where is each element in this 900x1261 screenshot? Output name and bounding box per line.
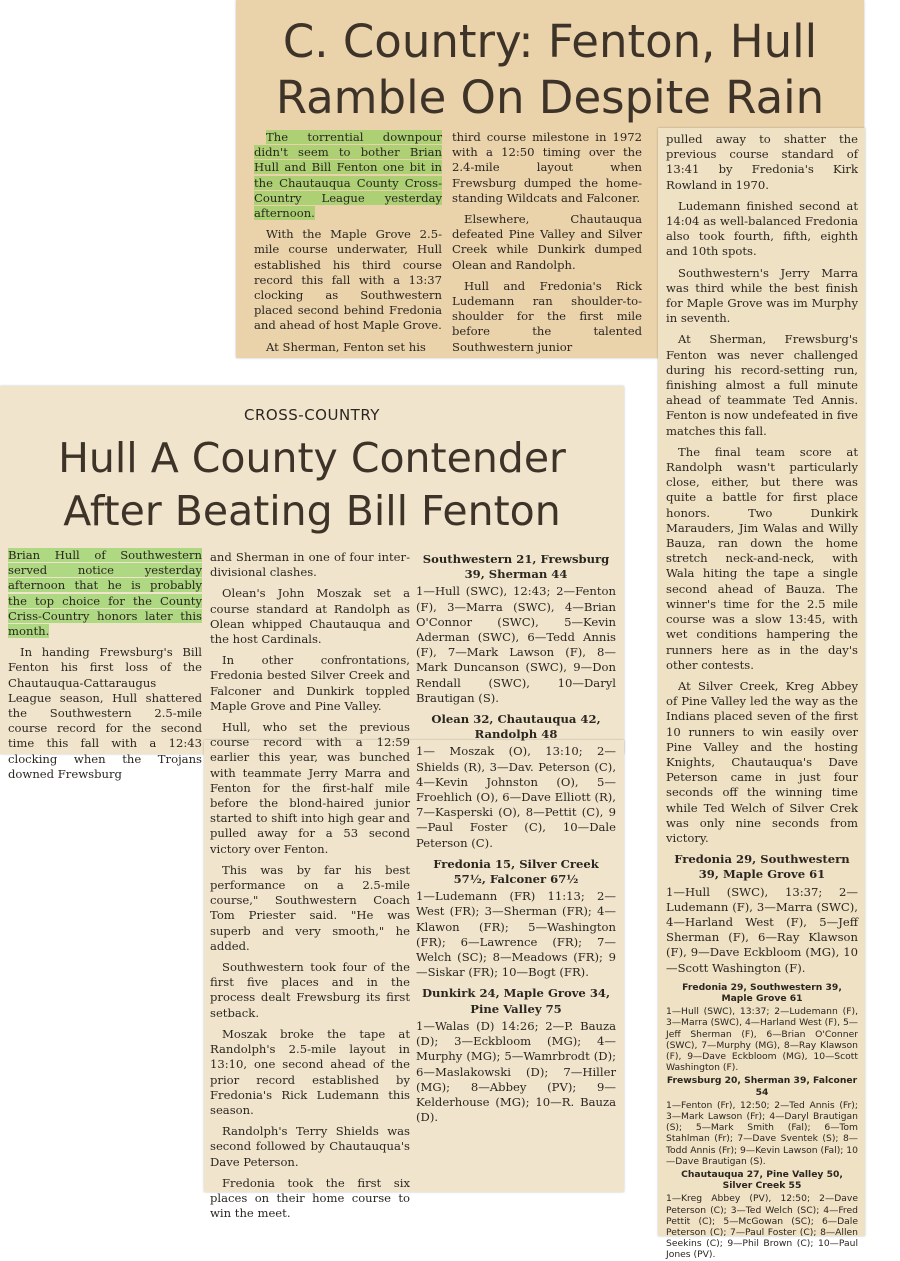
top-column-3: [666, 132, 858, 1261]
bottom-column-3: [416, 550, 616, 1131]
paragraph: and Sherman in one of four inter-divisional clashes.: [210, 550, 410, 580]
results-body: 1—Hull (SWC), 12:43; 2—Fenton (F), 3—Marra (SWC), 4—Brian O'Connor (SWC), 5—Kevin Aderman (SWC), 6—Tedd Annis (F), 7—Mark Lawson (F), 8—Mark Duncanson (SWC), 9—Don Rendall (SWC), 10—Daryl Brautigan (S).: [416, 584, 616, 705]
results-heading: Chautauqua 27, Pine Valley 50, Silver Creek 55: [681, 1169, 843, 1192]
results-body: 1— Moszak (O), 13:10; 2—Shields (R), 3—Dav. Peterson (C), 4—Kevin Johnston (O), 5—Froehlich (O), 6—Dave Elliott (R), 7—Kasperski (O), 8—Pettit (C), 9—Paul Foster (C), 10—Dale Peterson (C).: [416, 744, 616, 850]
paragraph: Randolph's Terry Shields was second followed by Chautauqua's Dave Peterson.: [210, 1124, 410, 1169]
top-headline-line2: Ramble On Despite Rain: [275, 71, 825, 124]
paragraph: With the Maple Grove 2.5-mile course underwater, Hull established his third course record this fall with a 13:37 clocking as Southwestern placed second behind Fredonia and ahead of host Maple Grove.: [254, 227, 442, 333]
paragraph: Brian Hull of Southwestern served notice yesterday afternoon that he is probably the top choice for the County Criss-Country honors later this month.: [8, 548, 202, 639]
results-body: 1—Hull (SWC), 13:37; 2—Ludemann (F), 3—Marra (SWC), 4—Harland West (F), 5—Jeff Sherman (F), 6—Ray Klawson (F), 9—Dave Eckbloom (MG), 10—Scott Washington (F).: [666, 884, 858, 975]
paragraph: At Sherman, Frewsburg's Fenton was never challenged during his record-setting run, finishing almost a full minute ahead of teammate Ted Annis. Fenton is now undefeated in five matches this fall.: [666, 332, 858, 438]
results-body: 1—Kreg Abbey (PV), 12:50; 2—Dave Peterson (C); 3—Ted Welch (SC); 4—Fred Pettit (C); 5—McGowan (SC); 6—Dale Peterson (C); 7—Paul Foster (C); 8—Allen Seekins (C); 9—Phil Brown (C); 10—Paul Jones (PV).: [666, 1193, 858, 1261]
results-heading: Dunkirk 24, Maple Grove 34, Pine Valley 75: [421, 986, 611, 1016]
paragraph: third course milestone in 1972 with a 12:50 timing over the 2.4-mile layout when Frewsburg dumped the home-standing Wildcats and Falconer.: [452, 130, 642, 205]
top-column-2: [452, 130, 642, 361]
paragraph: This was by far his best performance on a 2.5-mile course," Southwestern Coach Tom Priester said. "He was superb and very smooth," he added.: [210, 862, 410, 953]
results-body: 1—Walas (D) 14:26; 2—P. Bauza (D); 3—Eckbloom (MG); 4—Murphy (MG); 5—Wamrbrodt (D); 6—Maslakowski (D); 7—Hiller (MG); 8—Abbey (PV); 9—Kelderhouse (MG); 10—R. Bauza (D).: [416, 1018, 616, 1125]
paragraph: In other confrontations, Fredonia bested Silver Creek and Falconer and Dunkirk toppled Maple Grove and Pine Valley.: [210, 653, 410, 713]
paragraph: Hull, who set the previous course record with a 12:59 earlier this year, was bunched with teammate Jerry Marra and Fenton for the first-half mile before the blond-haired junior started to shift into high gear and pulled away for a 53 second victory over Fenton.: [210, 720, 410, 856]
results-heading: Fredonia 15, Silver Creek 57½, Falconer 67½: [433, 856, 599, 887]
results-body: 1—Fenton (Fr), 12:50; 2—Ted Annis (Fr); 3—Mark Lawson (Fr); 4—Daryl Brautigan (S); 5—Mark Smith (Fal); 6—Tom Stahlman (Fr); 7—Dave Sventek (S); 8—Todd Annis (Fr); 9—Kevin Lawson (Fal); 10—Dave Brautigan (S).: [666, 1099, 858, 1167]
small-results: [666, 982, 858, 1261]
results-heading: Southwestern 21, Frewsburg 39, Sherman 44: [422, 552, 610, 582]
results-heading: Fredonia 29, Southwestern 39, Maple Grove 61: [682, 981, 842, 1004]
top-headline-line1: C. Country: Fenton, Hull: [282, 15, 818, 68]
paragraph: The final team score at Randolph wasn't particularly close, either, but there was quite a battle for first place honors. Two Dunkirk Marauders, Jim Walas and Willy Bauza, ran down the home stretch neck-and-neck, with Wala hiting the tape a single second ahead of Bauza. The winner's time for the 2.5 mile course was a slow 13:45, with wet conditions hampering the runners here as in the day's other contests.: [666, 444, 858, 672]
results-heading: Olean 32, Chautauqua 42, Randolph 48: [431, 712, 601, 742]
top-article-continuation: [658, 128, 865, 1261]
paragraph: Fredonia took the first six places on their home course to win the meet.: [210, 1175, 410, 1221]
paragraph: Elsewhere, Chautauqua defeated Pine Valley and Silver Creek while Dunkirk dumped Olean and Randolph.: [452, 212, 642, 272]
bottom-column-1: [8, 548, 202, 788]
results-body: 1—Ludemann (FR) 11:13; 2—West (FR); 3—Sherman (FR); 4—Klawon (FR); 5—Washington (FR); 6—Lawrence (FR); 7—Welch (SC); 8—Meadows (FR); 9—Siskar (FR); 10—Bogt (FR).: [416, 889, 616, 980]
paragraph: Olean's John Moszak set a course standard at Randolph as Olean whipped Chautauqua and the host Cardinals.: [210, 586, 410, 647]
top-column-1: [254, 130, 442, 361]
paragraph: At Silver Creek, Kreg Abbey of Pine Valley led the way as the Indians placed seven of the first 10 runners to win easily over Pine Valley and the hosting Knights, Chautauqua's Dave Peterson came in just four seconds off the winning time while Ted Welch of Silver Crek was only nine seconds from victory.: [666, 678, 858, 845]
paragraph: In handing Frewsburg's Bill Fenton his first loss of the Chautauqua-Cattaraugus League season, Hull shattered the Southwestern 2.5-mile course record for the second time this fall with a 12:43 clocking when the Trojans downed Frewsburg: [8, 645, 202, 781]
results-heading: Fredonia 29, Southwestern 39, Maple Grove 61: [674, 852, 850, 882]
bottom-headline-line2: After Beating Bill Fenton: [63, 487, 561, 535]
results-body: 1—Hull (SWC), 13:37; 2—Ludemann (F), 3—Marra (SWC), 4—Harland West (F), 5—Jeff Sherman (F), 6—Brian O'Conner (SWC), 7—Murphy (MG), 8—Ray Klawson (F), 9—Dave Eckbloom (MG), 10—Scott Washington (F).: [666, 1006, 858, 1074]
bottom-column-2: [210, 550, 410, 1227]
paragraph: pulled away to shatter the previous course standard of 13:41 by Fredonia's Kirk Rowland in 1970.: [666, 132, 858, 192]
paragraph: Southwestern's Jerry Marra was third while the best finish for Maple Grove was im Murphy in seventh.: [666, 265, 858, 326]
section-kicker: CROSS-COUNTRY: [244, 406, 380, 424]
paragraph: Hull and Fredonia's Rick Ludemann ran shoulder-to-shoulder for the first mile before the talented Southwestern junior: [452, 278, 642, 354]
paragraph: At Sherman, Fenton set his: [266, 339, 426, 354]
paragraph: Moszak broke the tape at Randolph's 2.5-mile layout in 13:10, one second ahead of the prior record established by Fredonia's Rick Ludemann this season.: [210, 1026, 410, 1117]
paragraph: The torrential downpour didn't seem to bother Brian Hull and Bill Fenton one bit in the Chautauqua County Cross-Country League yesterday afternoon.: [254, 130, 442, 221]
results-heading: Frewsburg 20, Sherman 39, Falconer 54: [666, 1075, 858, 1098]
paragraph: Ludemann finished second at 14:04 as well-balanced Fredonia also took fourth, fifth, eighth and 10th spots.: [666, 198, 858, 259]
paragraph: Southwestern took four of the first five places and in the process dealt Frewsburg its first setback.: [210, 960, 410, 1020]
bottom-headline-line1: Hull A County Contender: [58, 434, 566, 482]
